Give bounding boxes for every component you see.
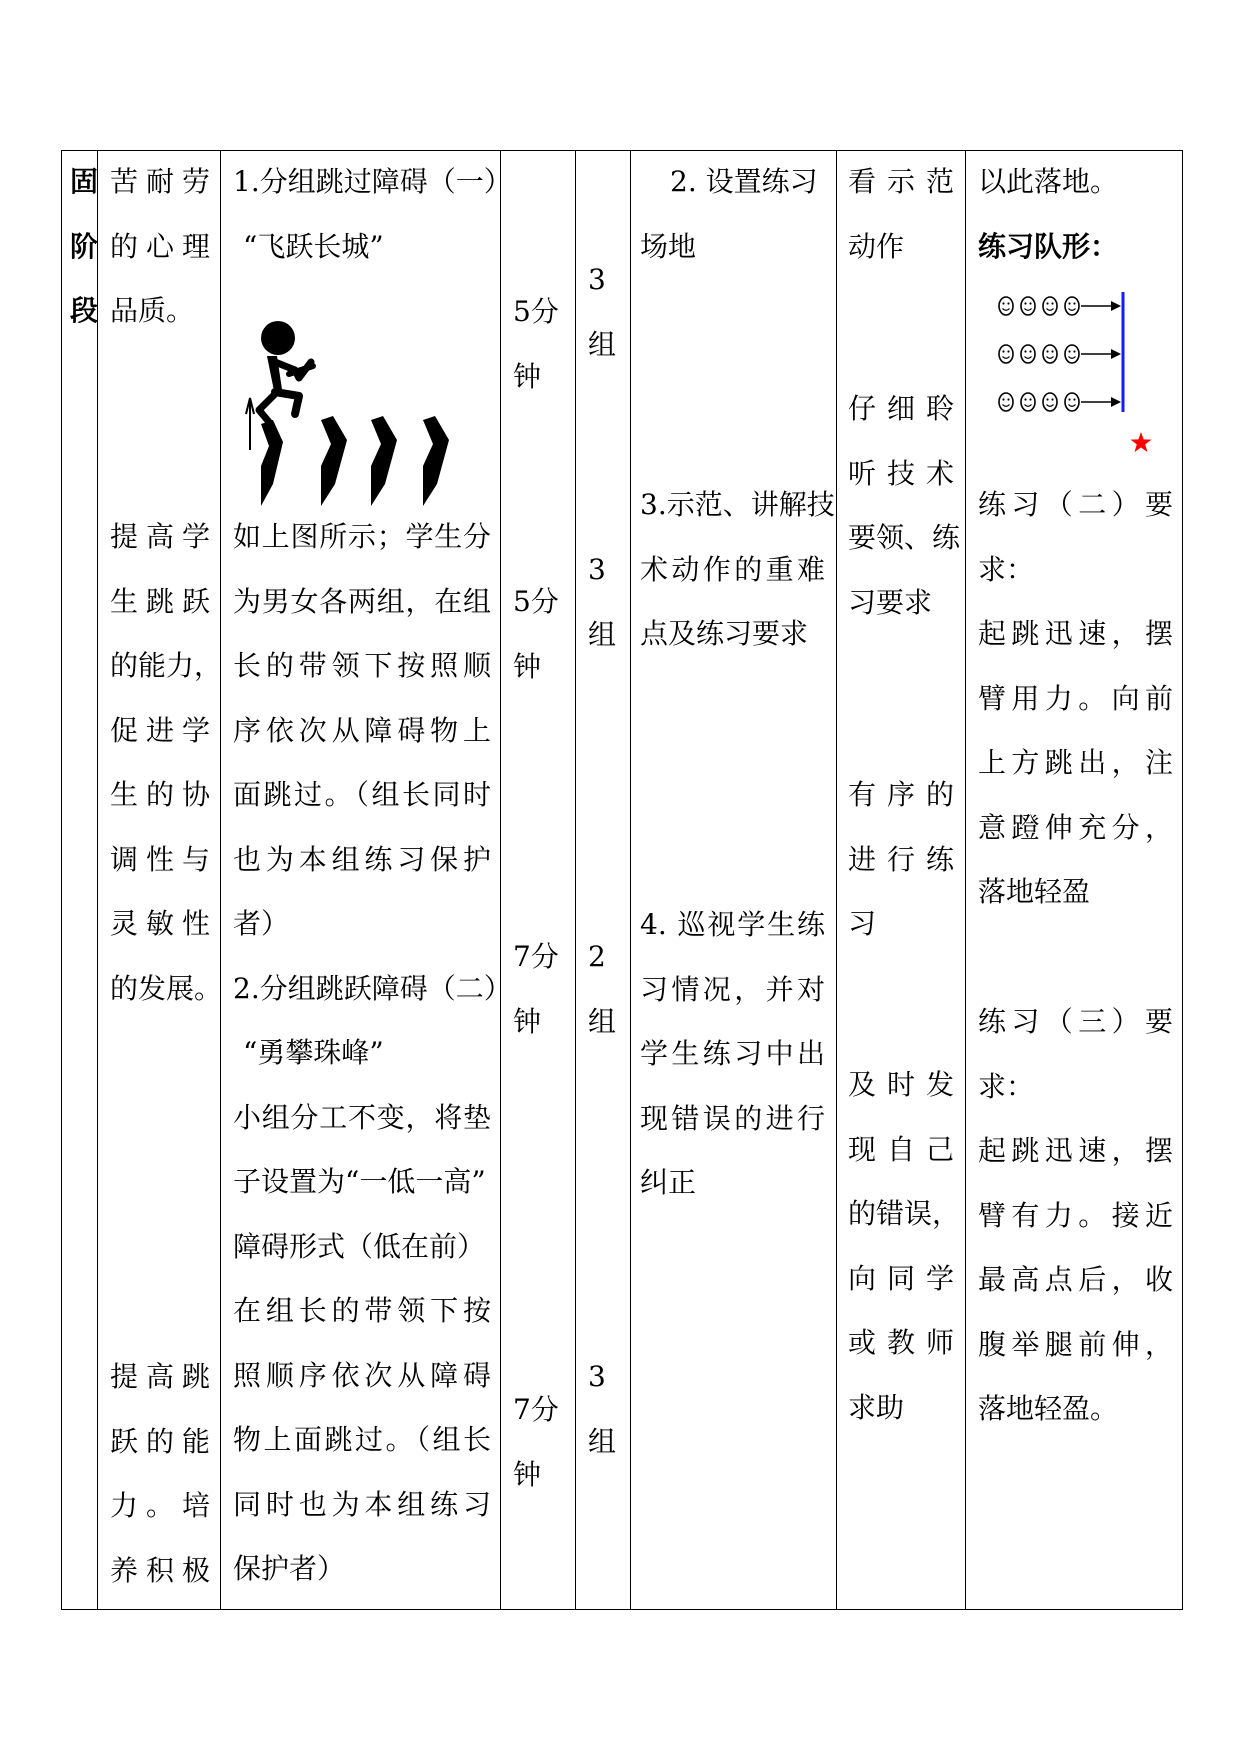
- reps-unit: 组: [588, 1424, 617, 1458]
- reps-value: 3: [588, 263, 606, 296]
- time-cell: [513, 570, 559, 699]
- time-value: 5分: [513, 585, 559, 618]
- requirement-line: 落地轻盈。: [978, 1392, 1119, 1425]
- jumper-illustration: [255, 318, 455, 508]
- objective-line: 生跳跃: [110, 584, 210, 618]
- reps-cell: [588, 538, 616, 667]
- content-line: 长的带领下按照顺: [233, 649, 491, 682]
- teacher-line: 学生练习中出: [640, 1037, 825, 1070]
- student-item-4: [848, 1053, 961, 1440]
- content-title: 1.分组跳过障碍（一）: [233, 165, 512, 198]
- content-line: 如上图所示；学生分: [233, 520, 491, 553]
- requirement-line: 练习（二）要: [978, 488, 1173, 521]
- student-item-3: [848, 763, 954, 957]
- notes-header: [978, 150, 1173, 279]
- content-name: “勇攀珠峰”: [243, 1036, 384, 1069]
- reps-cell: [588, 1345, 616, 1474]
- student-line: 听技术: [848, 456, 954, 490]
- reps-cell: [588, 248, 616, 377]
- stage-char: 固: [70, 165, 99, 198]
- reps-value: 3: [588, 553, 606, 586]
- teacher-line: 点及练习要求: [640, 617, 809, 650]
- obstacle-icon: [371, 416, 397, 506]
- obstacle-icon: [321, 416, 347, 506]
- content-line: 面跳过。（组长同时: [233, 778, 491, 811]
- arrow-right-icon: [1081, 301, 1121, 311]
- notes-line: 以此落地。: [978, 165, 1119, 198]
- obstacle-icon: [261, 420, 283, 506]
- column-divider: [836, 150, 837, 1610]
- smiley-face-icon: [1021, 393, 1035, 411]
- student-line: 现自己: [848, 1132, 954, 1166]
- column-divider: [965, 150, 966, 1610]
- teacher-line: 现错误的进行: [640, 1101, 825, 1135]
- requirement-line: 起跳迅速，摆: [978, 617, 1173, 650]
- requirement-3: [978, 990, 1173, 1442]
- objective-line: 跃的能: [110, 1424, 210, 1458]
- student-line: 及时发: [848, 1068, 954, 1101]
- objective-line: 提高跳: [110, 1360, 210, 1393]
- jumper-figure-icon: [246, 321, 313, 450]
- objective-line: 调性与: [110, 842, 210, 876]
- smiley-face-icon: [999, 297, 1013, 315]
- teacher-line: 场地: [640, 229, 697, 263]
- time-unit: 钟: [513, 1004, 542, 1038]
- teacher-item-3: [640, 473, 835, 667]
- student-line: 的错误，: [848, 1197, 961, 1230]
- student-line: 进行练: [848, 842, 954, 876]
- objective-line: 生的协: [110, 778, 210, 811]
- stage-char: 段: [70, 294, 99, 327]
- smiley-face-icon: [999, 345, 1013, 363]
- arrow-right-icon: [1081, 397, 1121, 407]
- content-line: 子设置为“一低一高”: [233, 1165, 486, 1198]
- student-line: 求助: [848, 1390, 905, 1424]
- requirement-line: 求：: [978, 552, 1035, 586]
- content-part-1-header: [233, 150, 512, 279]
- content-part-1-description: [233, 505, 512, 1602]
- content-line: 物上面跳过。（组长: [233, 1423, 491, 1456]
- requirement-line: 起跳迅速，摆: [978, 1134, 1173, 1167]
- column-divider: [220, 150, 221, 1610]
- content-line: 在组长的带领下按: [233, 1294, 491, 1327]
- teacher-line: 4. 巡视学生练: [640, 908, 825, 941]
- time-cell: [513, 925, 559, 1054]
- time-unit: 钟: [513, 359, 542, 393]
- smiley-face-icon: [1043, 297, 1057, 315]
- stage-char: 阶: [70, 229, 99, 263]
- content-line: 序依次从障碍物上: [233, 713, 491, 747]
- objective-block-2: [110, 505, 223, 1021]
- content-line: 小组分工不变，将垫: [233, 1100, 491, 1134]
- column-divider: [500, 150, 501, 1610]
- smiley-face-icon: [999, 393, 1013, 411]
- star-icon: [1131, 432, 1152, 452]
- time-value: 7分: [513, 1393, 559, 1426]
- stage-column: [70, 150, 97, 344]
- objective-line: 苦耐劳: [110, 165, 210, 198]
- objective-line: 的心理: [110, 229, 210, 263]
- student-line: 或教师: [848, 1326, 954, 1359]
- content-line: 也为本组练习保护: [233, 842, 491, 876]
- time-unit: 钟: [513, 649, 542, 683]
- requirement-line: 练习（三）要: [978, 1005, 1173, 1038]
- objective-line: 提高学: [110, 520, 210, 553]
- requirement-line: 臂用力。向前: [978, 681, 1173, 715]
- time-cell: [513, 1378, 559, 1507]
- requirement-line: 腹举腿前伸，: [978, 1327, 1173, 1361]
- teacher-line: 纠正: [640, 1166, 697, 1199]
- teacher-item-2: [640, 150, 825, 279]
- student-line: 有序的: [848, 778, 954, 811]
- reps-unit: 组: [588, 327, 617, 361]
- smiley-face-icon: [1021, 297, 1035, 315]
- objective-line: 促进学: [110, 713, 210, 747]
- time-cell: [513, 280, 559, 409]
- teacher-line: 习情况，并对: [640, 972, 825, 1006]
- objective-line: 的发展。: [110, 971, 223, 1005]
- formation-title: 练习队形：: [978, 229, 1119, 263]
- requirement-line: 意蹬伸充分，: [978, 810, 1173, 844]
- requirement-line: 臂有力。接近: [978, 1198, 1173, 1232]
- objective-line: 养积极: [110, 1553, 210, 1587]
- obstacle-icon: [423, 416, 449, 506]
- teacher-line: 2. 设置练习: [670, 165, 818, 198]
- requirement-line: 落地轻盈: [978, 875, 1091, 908]
- reps-cell: [588, 925, 616, 1054]
- content-line: 同时也为本组练习: [233, 1487, 491, 1521]
- objective-line: 的能力，: [110, 649, 223, 682]
- objective-line: 力。培: [110, 1489, 210, 1522]
- student-line: 仔细聆: [848, 392, 954, 425]
- student-line: 习要求: [848, 585, 933, 619]
- content-line: 障碍形式（低在前）: [233, 1229, 486, 1263]
- student-item-1: [848, 150, 954, 279]
- objective-block-3: [110, 1345, 210, 1603]
- student-line: 向同学: [848, 1261, 954, 1295]
- objective-line: 灵敏性: [110, 907, 210, 940]
- teacher-item-4: [640, 893, 825, 1216]
- student-line: 动作: [848, 229, 905, 263]
- content-line: 照顺序依次从障碍: [233, 1358, 491, 1392]
- teacher-line: 术动作的重难: [640, 552, 825, 586]
- time-unit: 钟: [513, 1457, 542, 1491]
- smiley-face-icon: [1065, 393, 1079, 411]
- time-value: 5分: [513, 295, 559, 328]
- content-name: “飞跃长城”: [243, 229, 384, 263]
- requirement-line: 最高点后，收: [978, 1263, 1173, 1296]
- objective-line: 品质。: [110, 294, 195, 327]
- smiley-face-icon: [1065, 345, 1079, 363]
- smiley-face-icon: [1065, 297, 1079, 315]
- time-value: 7分: [513, 940, 559, 973]
- student-line: 要领、练: [848, 521, 961, 554]
- smiley-face-icon: [1043, 345, 1057, 363]
- column-divider: [630, 150, 631, 1610]
- objective-block-1: [110, 150, 210, 344]
- smiley-face-icon: [1021, 345, 1035, 363]
- column-divider: [575, 150, 576, 1610]
- reps-unit: 组: [588, 617, 617, 651]
- requirement-2: [978, 473, 1173, 925]
- arrow-right-icon: [1081, 349, 1121, 359]
- reps-value: 2: [588, 940, 606, 973]
- student-item-2: [848, 377, 961, 635]
- requirement-line: 上方跳出，注: [978, 746, 1173, 779]
- content-line: 者）: [233, 907, 290, 940]
- student-line: 看示范: [848, 165, 954, 198]
- content-title: 2.分组跳跃障碍（二）: [233, 971, 512, 1005]
- student-line: 习: [848, 907, 877, 940]
- content-line: 保护者）: [233, 1552, 346, 1585]
- reps-unit: 组: [588, 1004, 617, 1038]
- content-line: 为男女各两组，在组: [233, 584, 491, 618]
- formation-diagram: [995, 288, 1165, 458]
- requirement-line: 求：: [978, 1069, 1035, 1103]
- reps-value: 3: [588, 1360, 606, 1393]
- smiley-face-icon: [1043, 393, 1057, 411]
- column-divider: [97, 150, 98, 1610]
- teacher-line: 3.示范、讲解技: [640, 488, 835, 521]
